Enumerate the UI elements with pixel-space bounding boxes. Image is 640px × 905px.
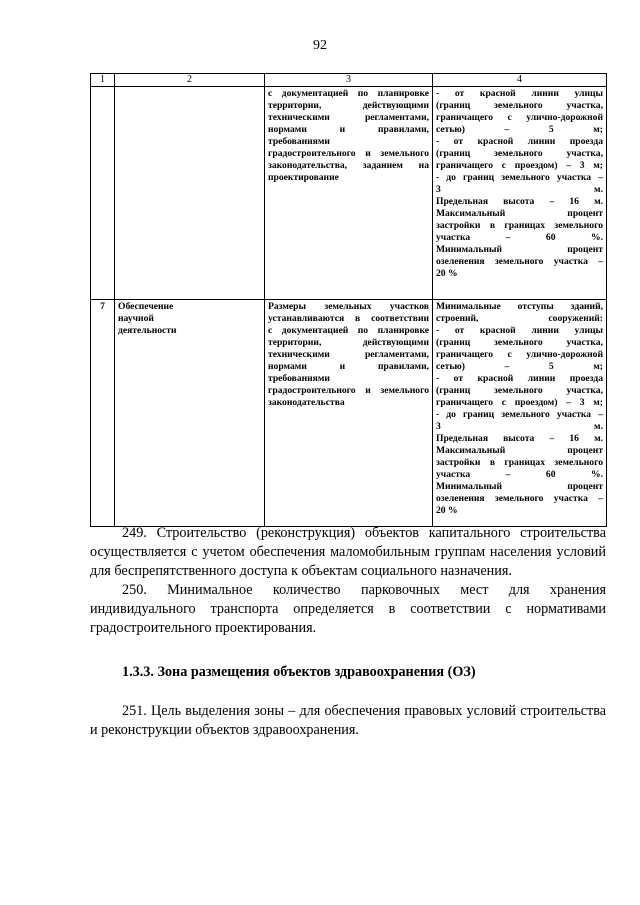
row-number-cell xyxy=(91,87,115,300)
cell-text-line: техническими регламентами, xyxy=(268,112,429,123)
page-number: 92 xyxy=(313,38,327,53)
cell-text-line: Размеры земельных участков xyxy=(268,301,429,312)
cell-text-line: участка – 60 %. xyxy=(436,469,603,480)
cell-text-line: строений, сооружений: xyxy=(436,313,603,324)
cell-text-line: Предельная высота – 16 м. xyxy=(436,433,603,444)
cell-text-line: нормами и правилами, xyxy=(268,124,429,135)
cell-text-line: - от красной линии улицы xyxy=(436,88,603,99)
table-row xyxy=(91,300,607,527)
cell-text-line: устанавливаются в соответствии xyxy=(268,313,429,324)
parameters-cell xyxy=(265,300,433,527)
cell-text-line: - от красной линии улицы xyxy=(436,325,603,336)
cell-text-line: озеленения земельного участка – xyxy=(436,493,603,504)
cell-text-line: с документацией по планировке xyxy=(268,88,429,99)
cell-text-line: (границ земельного участка, xyxy=(436,100,603,111)
cell-text-line: 3 м. xyxy=(436,421,603,432)
cell-text-line: Обеспечение xyxy=(118,301,174,312)
cell-text-line: градостроительного и земельного xyxy=(268,385,429,396)
cell-text-line: Минимальный процент xyxy=(436,244,603,255)
cell-text-line: сетью) – 5 м; xyxy=(436,361,603,372)
use-name-cell xyxy=(115,300,265,527)
restrictions-cell xyxy=(433,87,607,300)
cell-text-line: территории, действующими xyxy=(268,100,429,111)
restrictions-cell xyxy=(433,300,607,527)
document-body xyxy=(90,524,606,638)
cell-text-line: законодательства xyxy=(268,397,345,408)
table-row xyxy=(91,87,607,300)
cell-text-line: Предельная высота – 16 м. xyxy=(436,196,603,207)
cell-text-line: проектирование xyxy=(268,172,339,183)
cell-text-line: (границ земельного участка, xyxy=(436,148,603,159)
document-body-2 xyxy=(90,702,606,740)
cell-text-line: участка – 60 %. xyxy=(436,232,603,243)
cell-text-line: - до границ земельного участка – xyxy=(436,409,603,420)
section-heading: 1.3.3. Зона размещения объектов здравоохранения (ОЗ) xyxy=(122,664,476,680)
cell-text-line: 20 % xyxy=(436,268,458,279)
parameters-cell xyxy=(265,87,433,300)
use-name-cell xyxy=(115,87,265,300)
cell-text-line: деятельности xyxy=(118,325,177,336)
cell-text-line: требованиями xyxy=(268,373,330,384)
column-header: 1 xyxy=(91,74,115,87)
cell-text-line: территории, действующими xyxy=(268,337,429,348)
cell-text-line: озеленения земельного участка – xyxy=(436,256,603,267)
cell-text-line: застройки в границах земельного xyxy=(436,457,603,468)
cell-text-line: Минимальные отступы зданий, xyxy=(436,301,603,312)
paragraph-249: 249. Строительство (реконструкция) объектов капитального строительства осуществляется с учетом обеспечения маломобильным группам населения условий для беспрепятственного доступа к объектам социального назначения. xyxy=(90,525,606,579)
cell-text-line: граничащего с проездом) – 3 м; xyxy=(436,160,603,171)
land-use-table xyxy=(90,73,607,527)
cell-text-line: с документацией по планировке xyxy=(268,325,429,336)
column-header: 4 xyxy=(433,74,607,87)
cell-text-line: нормами и правилами, xyxy=(268,361,429,372)
cell-text-line: требованиями xyxy=(268,136,330,147)
cell-text-line: Минимальный процент xyxy=(436,481,603,492)
cell-text-line: граничащего с улично-дорожной xyxy=(436,112,603,123)
cell-text-line: - от красной линии проезда xyxy=(436,373,603,384)
cell-text-line: - до границ земельного участка – xyxy=(436,172,603,183)
cell-text-line: граничащего с проездом) – 3 м; xyxy=(436,397,603,408)
section-heading-block xyxy=(90,663,606,682)
table-header-row xyxy=(91,74,607,87)
cell-text-line: 3 м. xyxy=(436,184,603,195)
column-header: 2 xyxy=(115,74,265,87)
paragraph-251: 251. Цель выделения зоны – для обеспечения правовых условий строительства и реконструкции объектов здравоохранения. xyxy=(90,703,606,738)
cell-text-line: - от красной линии проезда xyxy=(436,136,603,147)
cell-text-line: (границ земельного участка, xyxy=(436,337,603,348)
cell-text-line: застройки в границах земельного xyxy=(436,220,603,231)
cell-text-line: научной xyxy=(118,313,154,324)
cell-text-line: граничащего с улично-дорожной xyxy=(436,349,603,360)
cell-text-line: 20 % xyxy=(436,505,458,516)
cell-text-line: (границ земельного участка, xyxy=(436,385,603,396)
column-header: 3 xyxy=(265,74,433,87)
row-number-cell: 7 xyxy=(91,300,115,527)
cell-text-line: законодательства, заданием на xyxy=(268,160,429,171)
cell-text-line: Максимальный процент xyxy=(436,445,603,456)
cell-text-line: техническими регламентами, xyxy=(268,349,429,360)
cell-text-line: градостроительного и земельного xyxy=(268,148,429,159)
cell-text-line: сетью) – 5 м; xyxy=(436,124,603,135)
paragraph-250: 250. Минимальное количество парковочных мест для хранения индивидуального транспорта определяется в соответствии с нормативами градостроительного проектирования. xyxy=(90,582,606,636)
cell-text-line: Максимальный процент xyxy=(436,208,603,219)
